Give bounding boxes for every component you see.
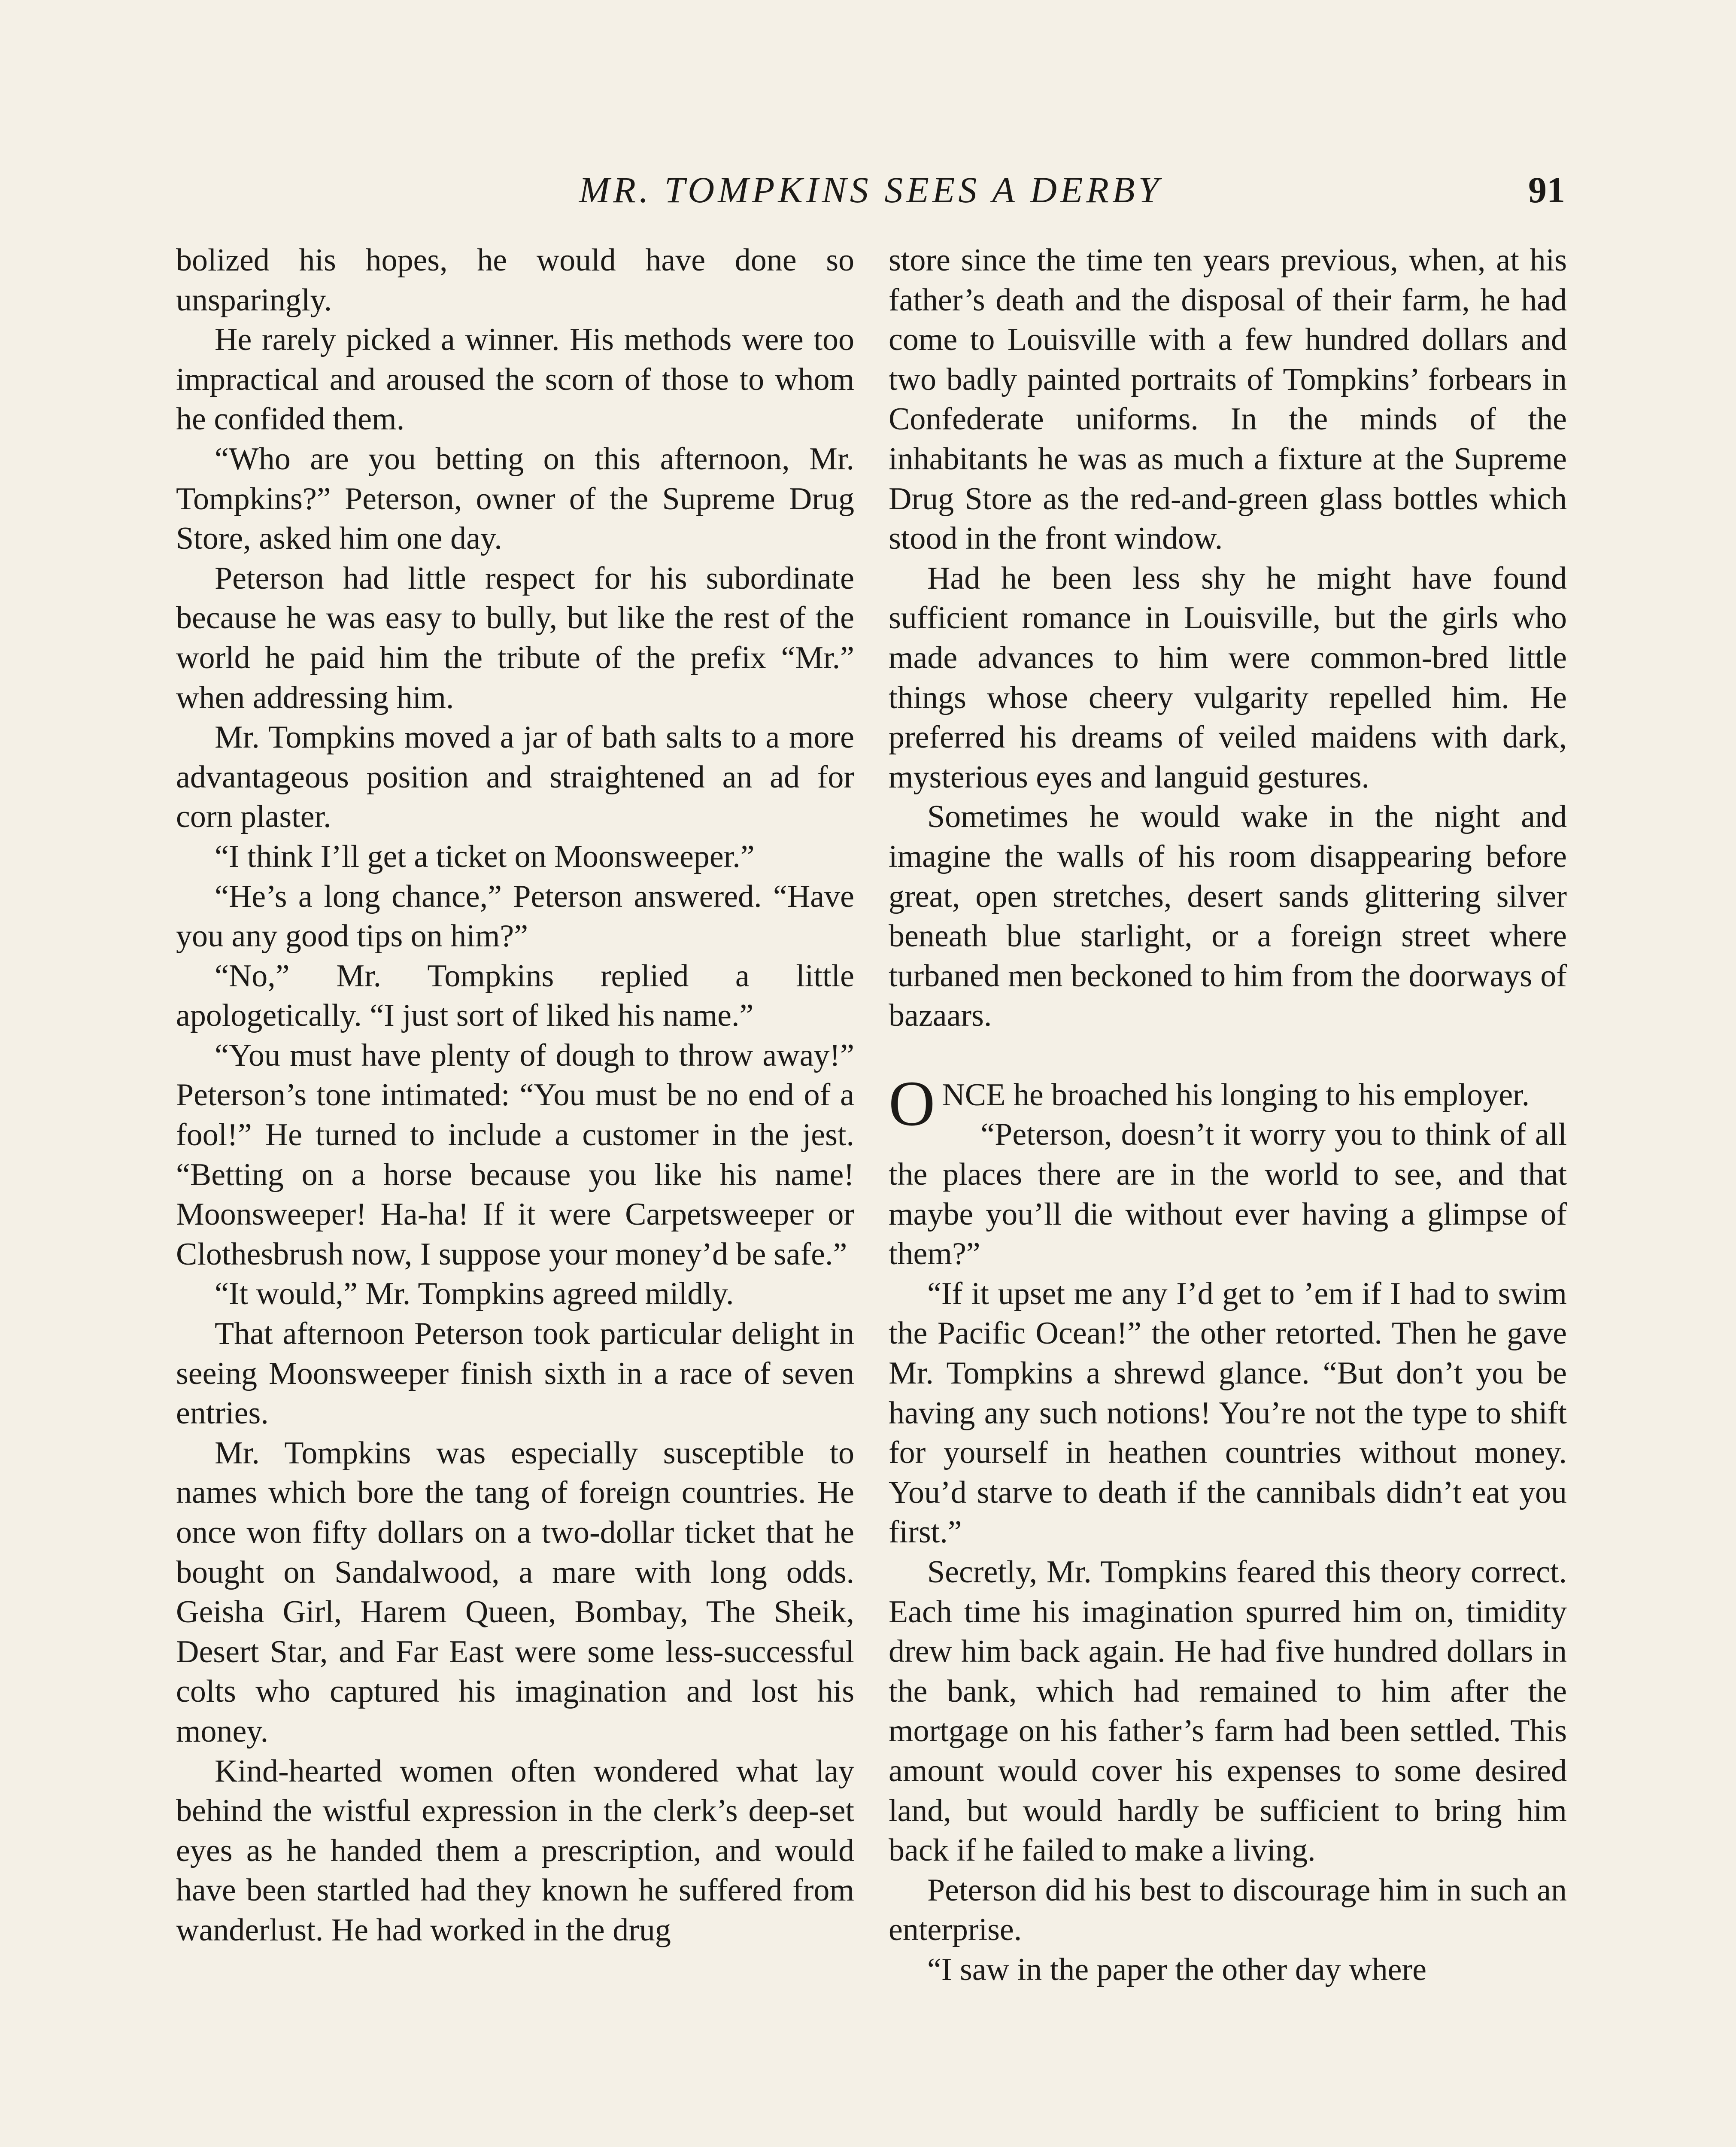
running-title: MR. TOMPKINS SEES A DERBY — [579, 169, 1162, 210]
paragraph: That afternoon Peterson took particular delight in seeing Moonsweeper finish sixth in a race of seven entries. — [176, 1316, 854, 1431]
paragraph: “No,” Mr. Tompkins replied a little apologetically. “I just sort of liked his name.” — [176, 958, 854, 1034]
paragraph: He rarely picked a winner. His methods were too impractical and aroused the scorn of those to whom he confided them. — [176, 322, 854, 437]
page-number: 91 — [1528, 169, 1565, 210]
paragraph: Peterson did his best to discourage him in such an enterprise. — [889, 1872, 1567, 1948]
opening-text: he broached his longing to his employer. — [1005, 1077, 1530, 1113]
paragraph: “Peterson, doesn’t it worry you to think of all the places there are in the world to see, and that maybe you’ll die without ever having a glimpse of them?” — [889, 1117, 1567, 1272]
paragraph: Peterson had little respect for his subordinate because he was easy to bully, but like the rest of the world he paid him the tribute of the prefix “Mr.” when addressing him. — [176, 560, 854, 715]
paragraph: “You must have plenty of dough to throw away!” Peterson’s tone intimated: “You must be no end of a fool!” He turned to include a customer in the jest. “Betting on a horse because you like his name! Moonsweeper! Ha-ha! If it were Carpetsweeper or Clothesbrush now, I suppose your money’d be safe.” — [176, 1037, 854, 1272]
paragraph: Mr. Tompkins was especially susceptible to names which bore the tang of foreign countries. He once won fifty dollars on a two-dollar ticket that he bought on Sandalwood, a mare with long odds. Geisha Girl, Harem Queen, Bombay, The Sheik, Desert Star, and Far East were some less-successful colts who captured his imagination and lost his money. — [176, 1435, 854, 1749]
right-column — [889, 240, 1567, 2147]
page-header — [176, 160, 1565, 220]
paragraph: Kind-hearted women often wondered what lay behind the wistful expression in the clerk’s deep-set eyes as he handed them a prescription, and would have been startled had they known he suffered from wanderlust. He had worked in the drug — [176, 1753, 854, 1948]
paragraph: “I think I’ll get a ticket on Moonsweeper.” — [215, 839, 755, 874]
paragraph: Secretly, Mr. Tompkins feared this theory correct. Each time his imagination spurred him on, timidity drew him back again. He had five hundred dollars in the bank, which had remained to him after the mortgage on his father’s farm had been settled. This amount would cover his expenses to some desired land, but would hardly be sufficient to bring him back if he failed to make a living. — [889, 1554, 1567, 1868]
drop-cap: O — [889, 1067, 935, 1139]
paragraph: “I saw in the paper the other day where — [927, 1952, 1426, 1987]
paragraph: Mr. Tompkins moved a jar of bath salts to a more advantageous position and straightened an ad for corn plaster. — [176, 720, 854, 835]
paragraph: “If it upset me any I’d get to ’em if I had to swim the Pacific Ocean!” the other retorted. Then he gave Mr. Tompkins a shrewd glance. “But don’t you be having any such notions! You’re not the type to shift for yourself in heathen countries without money. You’d starve to death if the cannibals didn’t eat you first.” — [889, 1276, 1567, 1550]
section-opening-paragraph — [889, 1067, 1567, 1139]
paragraph: Sometimes he would wake in the night and imagine the walls of his room disappearing before great, open stretches, desert sands glittering silver beneath blue starlight, or a foreign street where turbaned men beckoned to him from the doorways of bazaars. — [889, 799, 1567, 1034]
paragraph: store since the time ten years previous, when, at his father’s death and the disposal of their farm, he had come to Louisville with a few hundred dollars and two badly painted portraits of Tompkins’ forbears in Confederate uniforms. In the minds of the inhabitants he was as much a fixture at the Supreme Drug Store as the red-and-green glass bottles which stood in the front window. — [889, 243, 1567, 557]
paragraph: Had he been less shy he might have found sufficient romance in Louisville, but the girls who made advances to him were common-bred little things whose cheery vulgarity repelled him. He preferred his dreams of veiled maidens with dark, mysterious eyes and languid gestures. — [889, 560, 1567, 795]
small-caps-lead: NCE — [942, 1077, 1006, 1113]
left-column — [176, 240, 854, 2147]
paragraph: “He’s a long chance,” Peterson answered. “Have you any good tips on him?” — [176, 879, 854, 954]
paragraph: “It would,” Mr. Tompkins agreed mildly. — [215, 1276, 734, 1312]
paragraph: “Who are you betting on this afternoon, Mr. Tompkins?” Peterson, owner of the Supreme Drug Store, asked him one day. — [176, 441, 854, 557]
paragraph: bolized his hopes, he would have done so unsparingly. — [176, 243, 854, 318]
